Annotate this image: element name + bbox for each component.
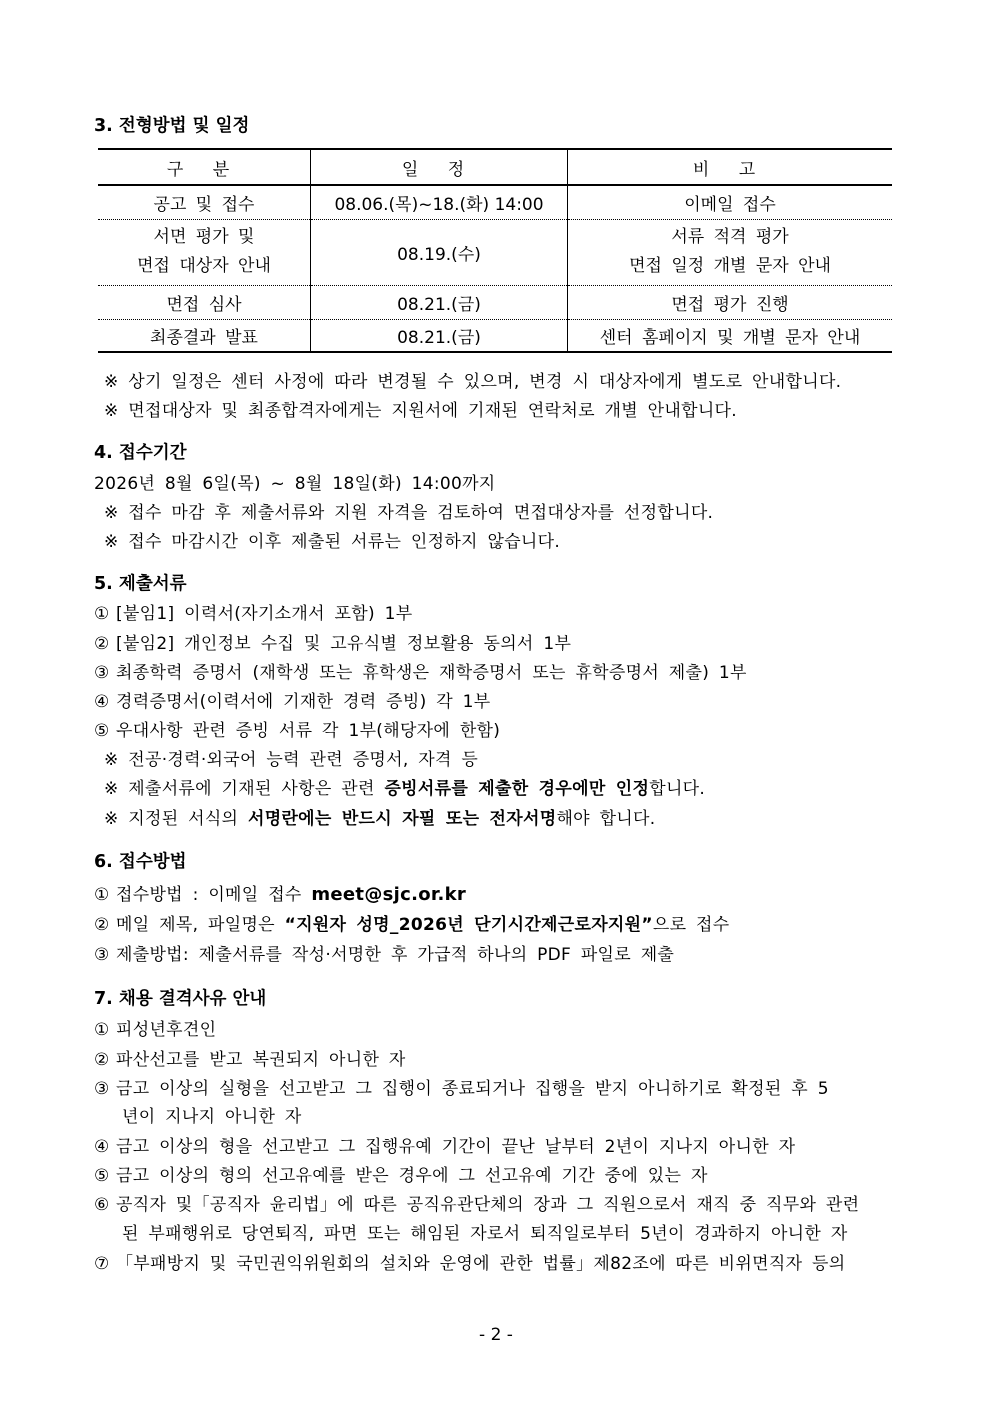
note-text: 합니다. xyxy=(649,779,706,799)
item-text: 피성년후견인 xyxy=(116,1020,217,1040)
note-text: ※ 제출서류에 기재된 사항은 관련 xyxy=(104,779,385,799)
item-number: ③ xyxy=(94,945,110,965)
table-row xyxy=(98,219,892,285)
schedule-header-row xyxy=(98,149,892,185)
list-item xyxy=(94,1074,829,1099)
note-emphasis: 증빙서류를 제출한 경우에만 인정 xyxy=(384,779,650,799)
item-text: 금고 이상의 형을 선고받고 그 집행유예 기간이 끝난 날부터 2년이 지나지 아니한 자 xyxy=(116,1137,796,1157)
item-text: 메일 제목, 파일명은 xyxy=(116,915,285,935)
table-row xyxy=(98,319,892,352)
list-item xyxy=(94,1015,216,1040)
list-item xyxy=(94,716,500,741)
row-date: 08.21.(금) xyxy=(311,319,568,352)
list-item xyxy=(94,940,674,965)
item-number: ① xyxy=(94,885,110,905)
row-date: 08.21.(금) xyxy=(311,285,568,319)
list-item xyxy=(94,1045,406,1070)
note-text: ※ 지정된 서식의 xyxy=(104,809,248,829)
item-number: ⑦ xyxy=(94,1254,110,1274)
row-type: 최종결과 발표 xyxy=(98,319,311,352)
list-item xyxy=(94,658,747,683)
table-row xyxy=(98,285,892,319)
list-item xyxy=(94,1190,859,1215)
item-number: ② xyxy=(94,634,110,654)
item-text: 금고 이상의 형의 선고유예를 받은 경우에 그 선고유예 기간 중에 있는 자 xyxy=(116,1166,708,1186)
item-number: ④ xyxy=(94,692,110,712)
item-text: 파산선고를 받고 복권되지 아니한 자 xyxy=(116,1050,406,1070)
item-number: ③ xyxy=(94,1079,110,1099)
table-row xyxy=(98,185,892,219)
item-text: 접수방법 : 이메일 접수 xyxy=(116,885,312,905)
list-item xyxy=(94,599,412,624)
period-text: 2026년 8월 6일(목) ~ 8월 18일(화) 14:00까지 xyxy=(94,474,496,494)
item-number: ② xyxy=(94,915,110,935)
note-text: 해야 합니다. xyxy=(556,809,656,829)
row-note: 면접 평가 진행 xyxy=(568,285,893,319)
header-date: 일 정 xyxy=(311,149,568,185)
row-note-line1: 서류 적격 평가 xyxy=(671,227,789,247)
row-note: 센터 홈페이지 및 개별 문자 안내 xyxy=(568,319,893,352)
row-date: 08.06.(목)~18.(화) 14:00 xyxy=(311,185,568,219)
schedule-note-1: ※ 상기 일정은 센터 사정에 따라 변경될 수 있으며, 변경 시 대상자에게 별도로 안내합니다. xyxy=(104,372,842,392)
item-number: ① xyxy=(94,1020,110,1040)
header-note: 비 고 xyxy=(568,149,893,185)
section-7-title: 7. 채용 결격사유 안내 xyxy=(94,989,267,1009)
row-type: 면접 심사 xyxy=(98,285,311,319)
documents-note-3 xyxy=(104,804,655,829)
note-emphasis: 서명란에는 반드시 자필 또는 전자서명 xyxy=(248,809,557,829)
item-number: ⑤ xyxy=(94,721,110,741)
list-item xyxy=(94,687,491,712)
item-text: 「부패방지 및 국민권익위원회의 설치와 운영에 관한 법률」제82조에 따른 비위면직자 등의 xyxy=(116,1254,846,1274)
schedule-note-2: ※ 면접대상자 및 최종합격자에게는 지원서에 기재된 연락처로 개별 안내합니다. xyxy=(104,401,737,421)
list-item xyxy=(94,910,729,935)
period-note-2: ※ 접수 마감시간 이후 제출된 서류는 인정하지 않습니다. xyxy=(104,532,561,552)
item-text: 경력증명서(이력서에 기재한 경력 증빙) 각 1부 xyxy=(116,692,491,712)
item-text: 공직자 및「공직자 윤리법」에 따른 공직유관단체의 장과 그 직원으로서 재직 중 직무와 관련 xyxy=(116,1195,860,1215)
item-text: 금고 이상의 실형을 선고받고 그 집행이 종료되거나 집행을 받지 아니하기로 확정된 후 5 xyxy=(116,1079,829,1099)
item-text: [붙임2] 개인정보 수집 및 고유식별 정보활용 동의서 1부 xyxy=(116,634,572,654)
row-date: 08.19.(수) xyxy=(311,219,568,285)
item-number: ② xyxy=(94,1050,110,1070)
list-item-continuation: 된 부패행위로 당연퇴직, 파면 또는 해임된 자로서 퇴직일로부터 5년이 경과하지 아니한 자 xyxy=(122,1224,848,1244)
item-text: [붙임1] 이력서(자기소개서 포함) 1부 xyxy=(116,604,413,624)
section-3-title: 3. 전형방법 및 일정 xyxy=(94,116,250,136)
documents-note-2 xyxy=(104,774,705,799)
row-type-line2: 면접 대상자 안내 xyxy=(137,256,271,276)
row-type xyxy=(98,219,311,285)
item-number: ③ xyxy=(94,663,110,683)
row-type-line1: 서면 평가 및 xyxy=(153,227,255,247)
schedule-table xyxy=(98,148,892,353)
list-item xyxy=(94,1249,845,1274)
item-text: 최종학력 증명서 (재학생 또는 휴학생은 재학증명서 또는 휴학증명서 제출) 1부 xyxy=(116,663,747,683)
item-number: ⑤ xyxy=(94,1166,110,1186)
item-number: ④ xyxy=(94,1137,110,1157)
list-item xyxy=(94,1132,795,1157)
documents-note-1: ※ 전공·경력·외국어 능력 관련 증명서, 자격 등 xyxy=(104,750,479,770)
list-item xyxy=(94,880,466,905)
section-6-title: 6. 접수방법 xyxy=(94,852,187,872)
item-text: 으로 접수 xyxy=(652,915,730,935)
list-item xyxy=(94,629,571,654)
email-address: meet@sjc.or.kr xyxy=(311,884,467,905)
mail-subject-format: “지원자 성명_2026년 단기시간제근로자지원” xyxy=(284,915,653,935)
list-item xyxy=(94,1161,708,1186)
row-note xyxy=(568,219,893,285)
list-item-continuation: 년이 지나지 아니한 자 xyxy=(122,1107,302,1127)
section-5-title: 5. 제출서류 xyxy=(94,574,187,594)
section-4-title: 4. 접수기간 xyxy=(94,443,187,463)
period-note-1: ※ 접수 마감 후 제출서류와 지원 자격을 검토하여 면접대상자를 선정합니다. xyxy=(104,503,714,523)
item-number: ① xyxy=(94,604,110,624)
row-type: 공고 및 접수 xyxy=(98,185,311,219)
page-number: - 2 - xyxy=(479,1325,513,1345)
row-note-line2: 면접 일정 개별 문자 안내 xyxy=(629,256,831,276)
header-type: 구 분 xyxy=(98,149,311,185)
item-number: ⑥ xyxy=(94,1195,110,1215)
item-text: 우대사항 관련 증빙 서류 각 1부(해당자에 한함) xyxy=(116,721,501,741)
row-note: 이메일 접수 xyxy=(568,185,893,219)
item-text: 제출방법: 제출서류를 작성·서명한 후 가급적 하나의 PDF 파일로 제출 xyxy=(116,945,675,965)
